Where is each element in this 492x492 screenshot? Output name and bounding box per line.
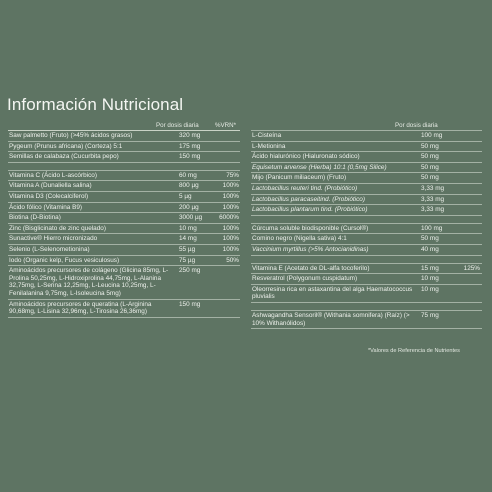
nutrient-row	[8, 245, 240, 256]
nutrient-amount: 150 mg	[179, 300, 201, 308]
nutrient-row	[8, 213, 240, 224]
nutrient-amount: 75 mg	[421, 311, 439, 319]
nutrition-table-left	[8, 119, 240, 318]
nutrient-row	[251, 163, 482, 174]
nutrient-amount: 14 mg	[179, 235, 197, 243]
nutrient-amount: 50 mg	[421, 142, 439, 150]
nutrient-amount: 10 mg	[421, 285, 439, 293]
nutrient-amount: 5 µg	[179, 192, 192, 200]
nutrient-name: Lactobacillus plantarum tind. (Probiótico)	[252, 206, 368, 214]
nutrient-row	[251, 234, 482, 245]
nutrition-table-right	[251, 119, 482, 329]
nutrient-row	[8, 181, 240, 192]
nutrient-amount: 100 mg	[421, 132, 443, 139]
vrn-header: %VRN*	[215, 122, 236, 129]
nutrient-row	[8, 266, 240, 299]
nutrient-amount: 200 µg	[179, 203, 199, 211]
nutrient-amount: 50 mg	[421, 153, 439, 161]
nutrient-name: Equisetum arvense (Hierba) 10:1 (0,5mg Silice)	[252, 163, 387, 171]
nutrient-amount: 50 mg	[421, 163, 439, 171]
nutrient-row	[8, 192, 240, 203]
nutrient-row	[251, 142, 482, 153]
nutrient-vrn: 125%	[463, 264, 480, 272]
nutrient-name: Vaccinium myrtillus (>5% Antocianidinas)	[252, 245, 369, 253]
nutrient-vrn: 100%	[222, 245, 239, 253]
nutrient-name: Resveratrol (Polygonum cuspidatum)	[252, 275, 358, 283]
nutrient-name: Semillas de calabaza (Cucurbita pepo)	[9, 153, 119, 161]
nutrient-amount: 15 mg	[421, 264, 439, 272]
nutrient-name: Mijo (Panicum miliaceum) (Fruto)	[252, 174, 347, 182]
nutrient-vrn: 100%	[222, 235, 239, 243]
nutrient-vrn: 100%	[222, 192, 239, 200]
table-header-right	[251, 119, 482, 130]
nutrient-row	[251, 152, 482, 163]
nutrient-name: Selenio (L-Selenometionina)	[9, 245, 90, 253]
nutrient-vrn: 75%	[226, 171, 239, 179]
left-groups	[8, 131, 240, 318]
nutrient-name: Sunactive® Hierro micronizado	[9, 235, 98, 243]
nutrient-row	[8, 142, 240, 153]
per-dose-header: Por dosis diaria	[395, 122, 438, 129]
nutrient-name: Vitamina A (Dunaliella salina)	[9, 182, 92, 190]
table-header-left	[8, 119, 240, 130]
nutrient-row	[8, 152, 240, 163]
per-dose-header: Por dosis diaria	[156, 122, 199, 129]
nutrient-row	[251, 195, 482, 206]
nutrient-amount: 55 µg	[179, 245, 196, 253]
nutrient-name: Saw palmetto (Fruto) (>45% ácidos grasos)	[9, 132, 133, 139]
nutrient-amount: 3000 µg	[179, 214, 203, 222]
nutrient-amount: 40 mg	[421, 245, 439, 253]
nutrient-name: Biotina (D-Biotina)	[9, 214, 61, 222]
nutrient-name: Aminoácidos precursores de colágeno (Glicina 85mg, L-Prolina 50,25mg, L-Hidroxiprolina 44,75mg, L-Alanina 32,75mg, L-Serina 12,25mg, L-Leucina 10,25mg, L-Fenilalanina 9,75mg, L-Isoleucina 5mg)	[9, 267, 169, 297]
nutrient-row	[8, 170, 240, 182]
nutrient-row	[8, 300, 240, 318]
nutrient-name: Ácido fólico (Vitamina B9)	[9, 203, 83, 211]
nutrient-vrn: 50%	[226, 256, 239, 264]
nutrient-amount: 3,33 mg	[421, 195, 445, 203]
nutrient-amount: 150 mg	[179, 153, 201, 161]
nutrient-name: Pygeum (Prunus africana) (Corteza) 5:1	[9, 142, 123, 150]
nutrient-amount: 250 mg	[179, 267, 201, 275]
nutrient-name: Lactobacillus reuteri tind. (Probiótico)	[252, 184, 358, 192]
group-gap	[251, 303, 482, 310]
nutrient-row	[251, 285, 482, 303]
footnote: *Valores de Referencia de Nutrientes	[368, 348, 460, 354]
nutrient-name: Vitamina D3 (Colecalciferol)	[9, 192, 89, 200]
nutrient-row	[251, 205, 482, 216]
nutrient-amount: 10 mg	[421, 275, 439, 283]
nutrient-row	[251, 310, 482, 329]
nutrient-name: Aminoácidos precursores de queratina (L-Arginina 90,68mg, L-Lisina 32,96mg, L-Tirosina 26,36mg)	[9, 300, 152, 316]
nutrient-row	[8, 256, 240, 267]
nutrient-name: Comino negro (Nigella sativa) 4:1	[252, 235, 347, 243]
nutrient-vrn: 100%	[222, 182, 239, 190]
nutrient-amount: 10 mg	[179, 224, 197, 232]
nutrient-name: Cúrcuma soluble biodisponible (Cursol®)	[252, 224, 369, 232]
nutrient-amount: 50 mg	[421, 235, 439, 243]
nutrient-row	[8, 131, 240, 142]
nutrient-amount: 3,33 mg	[421, 184, 445, 192]
nutrient-name: Vitamina E (Acetato de DL-alfa tocoferilo)	[252, 264, 370, 272]
page-title: Información Nutricional	[7, 95, 184, 114]
nutrient-amount: 175 mg	[179, 142, 201, 150]
nutrient-amount: 320 mg	[179, 132, 201, 139]
nutrient-amount: 3,33 mg	[421, 206, 445, 214]
nutrient-name: Vitamina C (Ácido L-ascórbico)	[9, 171, 97, 179]
nutrient-row	[8, 224, 240, 235]
nutrient-amount: 50 mg	[421, 174, 439, 182]
nutrient-vrn: 100%	[222, 224, 239, 232]
right-groups	[251, 130, 482, 329]
group-gap	[251, 216, 482, 223]
nutrient-amount: 100 mg	[421, 224, 443, 232]
nutrient-row	[251, 184, 482, 195]
nutrient-amount: 800 µg	[179, 182, 199, 190]
nutrient-name: Ashwagandha Sensoril® (Withania somnifera) (Raíz) (> 10% Withanólidos)	[252, 311, 410, 327]
nutrient-row	[251, 245, 482, 256]
nutrient-name: Lactobacillus paracaseitind. (Probiótico)	[252, 195, 365, 203]
nutrient-name: Oleorresina rica en astaxantina del alga Haematococcus pluvialis	[252, 285, 413, 301]
nutrient-row	[8, 203, 240, 214]
nutrient-row	[8, 234, 240, 245]
nutrient-vrn: 100%	[222, 203, 239, 211]
nutrient-amount: 75 µg	[179, 256, 196, 264]
nutrient-row	[251, 223, 482, 235]
group-gap	[8, 163, 240, 170]
nutrient-name: Ácido hialurónico (Hialuronato sódico)	[252, 153, 360, 161]
nutrient-row	[251, 263, 482, 275]
group-gap	[251, 256, 482, 263]
nutrient-row	[251, 130, 482, 142]
nutrient-name: Zinc (Bisglicinato de zinc quelado)	[9, 224, 106, 232]
nutrient-amount: 60 mg	[179, 171, 197, 179]
nutrient-name: L-Cisteína	[252, 132, 282, 139]
nutrient-row	[251, 274, 482, 285]
nutrient-name: Iodo (Organic kelp, Fucus vesiculosus)	[9, 256, 120, 264]
nutrient-vrn: 6000%	[219, 214, 239, 222]
nutrient-row	[251, 173, 482, 184]
nutrient-name: L-Metionina	[252, 142, 286, 150]
